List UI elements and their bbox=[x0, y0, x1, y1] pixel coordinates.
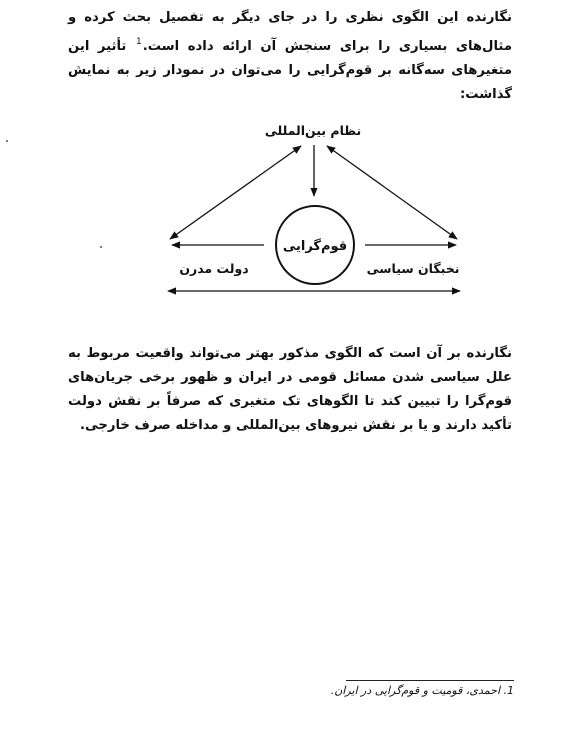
intro-paragraph bbox=[68, 6, 512, 107]
intro-line-2b: تأثیر این متغیرهای سه‌گانه بر قوم‌گرایی را bbox=[68, 39, 513, 78]
right-diagonal-arrow bbox=[327, 146, 457, 239]
intro-line-3: می‌توان در نمودار زیر به نمایش گذاشت: bbox=[68, 63, 512, 102]
footnote: 1. احمدی، قومیت و قوم‌گرایی در ایران. bbox=[330, 684, 514, 697]
ethnicity-diagram bbox=[160, 115, 470, 305]
body-paragraph: نگارنده بر آن است که الگوی مذکور بهتر می‌تواند واقعیت مربوط به علل سیاسی شدن مسائل قومی در ایران و ظهور برخی جریان‌های قوم‌گرا را تبیین کند تا الگوهای تک متغیری که صرفاً بر نقش دولت تأکید دارند و یا بر نقش نیروهای بین‌المللی و مداخله صرف خارجی. bbox=[68, 346, 512, 433]
intro-line-2: بسیاری را برای سنجش آن ارائه داده است. bbox=[142, 39, 448, 54]
intro-line-1: نگارنده این الگوی نظری را در جای دیگر به تفصیل بحث کرده و مثال‌های bbox=[68, 10, 512, 54]
footnote-reference: 1 bbox=[135, 37, 142, 47]
footnote-divider bbox=[346, 680, 514, 681]
scan-speck bbox=[6, 140, 8, 142]
scan-speck bbox=[100, 246, 102, 248]
diagram-right-label: نخبگان سیاسی bbox=[366, 261, 460, 276]
diagram-top-label: نظام بین‌المللی bbox=[264, 123, 362, 138]
diagram-left-label: دولت مدرن bbox=[179, 261, 249, 276]
diagram-center-label: قوم‌گرایی bbox=[282, 239, 348, 254]
